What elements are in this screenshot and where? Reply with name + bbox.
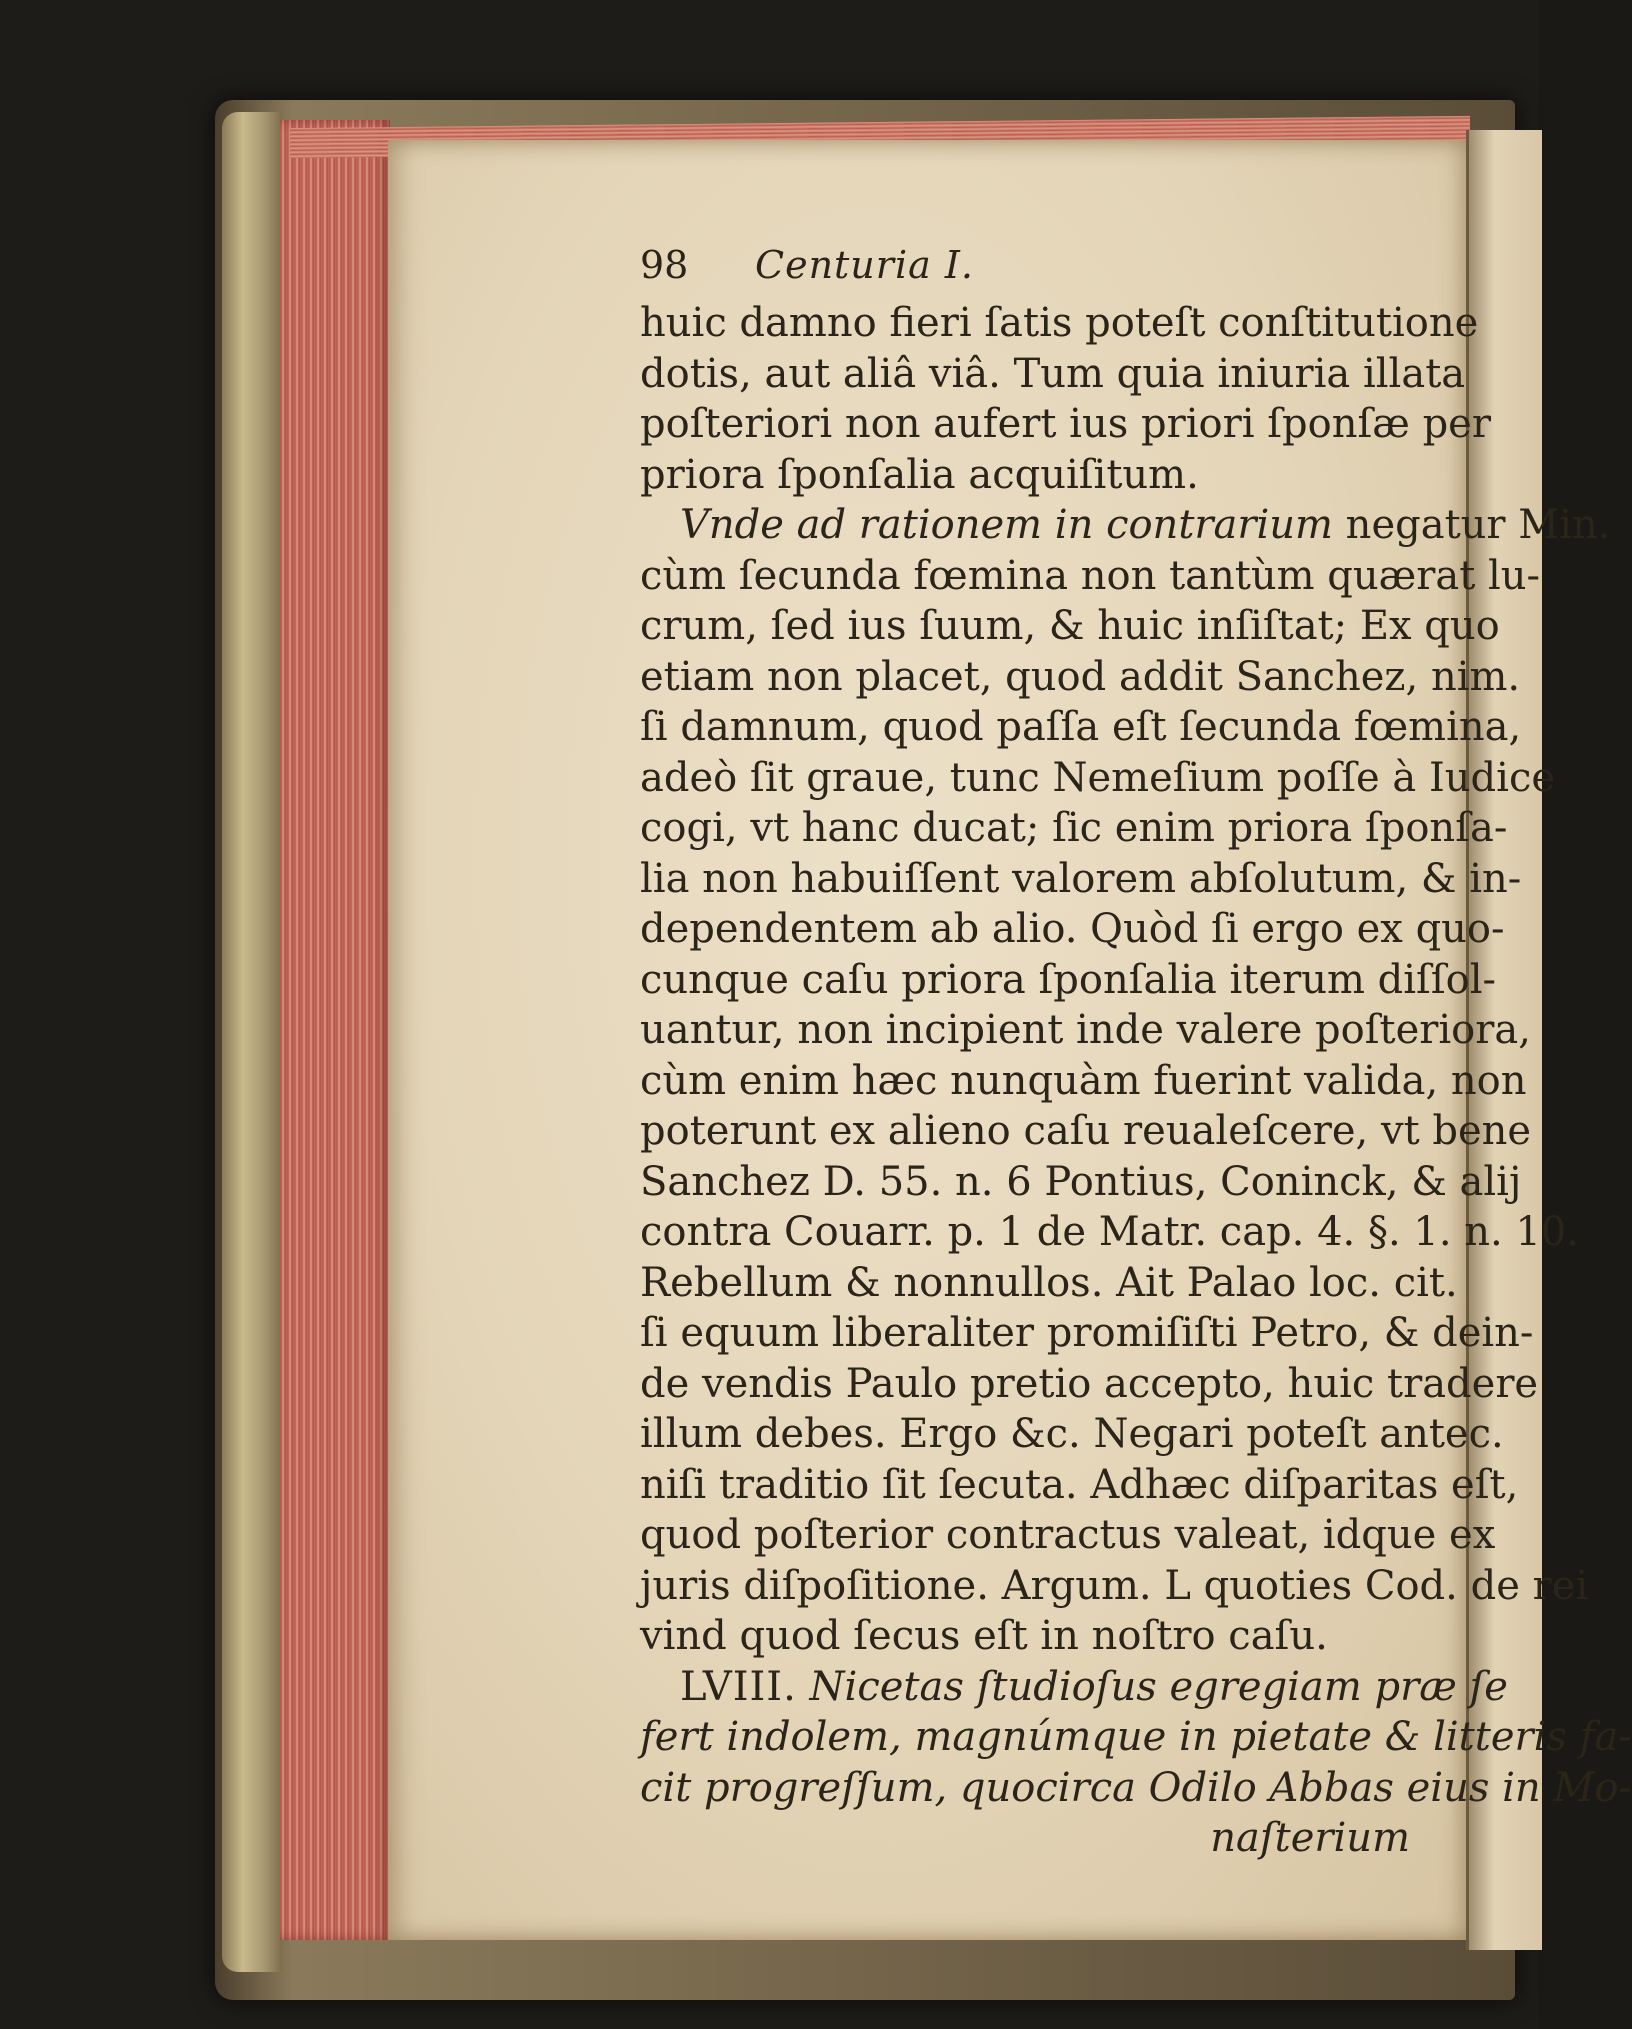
line-text: cunque caſu priora ſponſalia iterum diſſol-	[640, 956, 1497, 1003]
text-line	[640, 1460, 1519, 1511]
text-line	[640, 1611, 1410, 1662]
line-text: contra Couarr. p. 1 de Matr. cap. 4. §. 1. n. 10.	[640, 1209, 1580, 1255]
line-text: poſteriori non aufert ius priori ſponſæ per	[640, 401, 1491, 447]
text-line	[640, 1005, 1531, 1056]
text-line	[640, 652, 1521, 703]
text-line	[640, 1763, 1632, 1814]
chapter-number: LVIII.	[680, 1663, 797, 1710]
body-text	[640, 298, 1632, 1864]
italic-phrase: Vnde ad rationem in contrarium	[680, 502, 1333, 548]
line-text: ſi equum liberaliter promiſiſti Petro, & dein-	[640, 1310, 1534, 1356]
line-text: crum, ſed ius ſuum, & huic inſiſtat; Ex quo	[640, 603, 1500, 649]
page-number: 98	[640, 243, 689, 287]
line-text: fert indolem, magnúmque in pietate & litteris fa-	[640, 1714, 1632, 1760]
line-text: cit progreſſum, quocirca Odilo Abbas eius in Mo-	[640, 1764, 1632, 1811]
text-line	[640, 500, 1611, 551]
text-line	[640, 399, 1491, 450]
text-line	[640, 551, 1541, 602]
page-header	[640, 240, 1410, 298]
line-text: cùm enim hæc nunquàm fuerint valida, non	[640, 1057, 1527, 1104]
line-text: niſi traditio ſit ſecuta. Adhæc diſparitas eſt,	[640, 1461, 1519, 1508]
line-text: uantur, non incipient inde valere poſteriora,	[640, 1007, 1531, 1053]
text-line	[640, 1056, 1527, 1107]
page-text	[640, 240, 1632, 1864]
line-text: lia non habuiſſent valorem abſolutum, & in-	[640, 855, 1522, 902]
text-line	[640, 854, 1522, 905]
line-text: dependentem ab alio. Quòd ſi ergo ex quo-	[640, 906, 1505, 952]
line-text: adeò ſit graue, tunc Nemeſium poſſe à Iudice	[640, 754, 1556, 801]
line-text: Rebellum & nonnullos. Ait Palao loc. cit.	[640, 1259, 1458, 1306]
text-line	[640, 349, 1466, 400]
text-line	[640, 1561, 1589, 1612]
line-text: huic damno fieri ſatis poteſt conſtitutione	[640, 300, 1479, 346]
line-text: cogi, vt hanc ducat; ſic enim priora ſponſa-	[640, 805, 1508, 851]
text-line	[640, 1662, 1508, 1713]
line-text: naſterium	[1210, 1815, 1410, 1861]
line-text: priora ſponſalia acquiſitum.	[640, 451, 1199, 498]
line-text: quod poſterior contractus valeat, idque ex	[640, 1512, 1496, 1558]
text-line	[640, 1258, 1458, 1309]
line-text: illum debes. Ergo &c. Negari poteſt antec.	[640, 1411, 1504, 1457]
text-line	[640, 1510, 1496, 1561]
text-line	[640, 1207, 1580, 1258]
line-text: etiam non placet, quod addit Sanchez, nim.	[640, 653, 1521, 700]
line-text: vind quod ſecus eſt in noſtro caſu.	[640, 1613, 1328, 1659]
line-text: dotis, aut aliâ viâ. Tum quia iniuria illata	[640, 350, 1466, 397]
line-text: Nicetas ſtudioſus egregiam præ ſe	[796, 1663, 1508, 1710]
line-text: cùm ſecunda fœmina non tantùm quærat lu-	[640, 552, 1541, 599]
text-line	[640, 1813, 1410, 1864]
text-line	[640, 702, 1522, 753]
text-line	[640, 1157, 1522, 1208]
text-line	[640, 904, 1505, 955]
text-line	[640, 450, 1410, 501]
text-line	[640, 298, 1479, 349]
line-text: de vendis Paulo pretio accepto, huic tradere	[640, 1360, 1539, 1407]
line-text: Sanchez D. 55. n. 6 Pontius, Coninck, & alij	[640, 1158, 1522, 1205]
text-line	[640, 1409, 1504, 1460]
running-head: Centuria I.	[755, 243, 974, 287]
text-line	[640, 955, 1497, 1006]
book-spine	[222, 112, 282, 1972]
text-line	[640, 1308, 1534, 1359]
text-line	[640, 803, 1508, 854]
line-text: ſi damnum, quod paſſa eſt ſecunda fœmina,	[640, 704, 1522, 750]
line-text: poterunt ex alieno caſu reualeſcere, vt bene	[640, 1108, 1532, 1154]
text-line	[640, 753, 1556, 804]
text-line	[640, 601, 1500, 652]
text-line	[640, 1106, 1532, 1157]
line-text: negatur Min.	[1332, 502, 1611, 548]
line-text: juris diſpoſitione. Argum. L quoties Cod. de rei	[640, 1562, 1589, 1609]
text-line	[640, 1359, 1539, 1410]
text-line	[640, 1712, 1632, 1763]
page-edges	[280, 120, 390, 1940]
